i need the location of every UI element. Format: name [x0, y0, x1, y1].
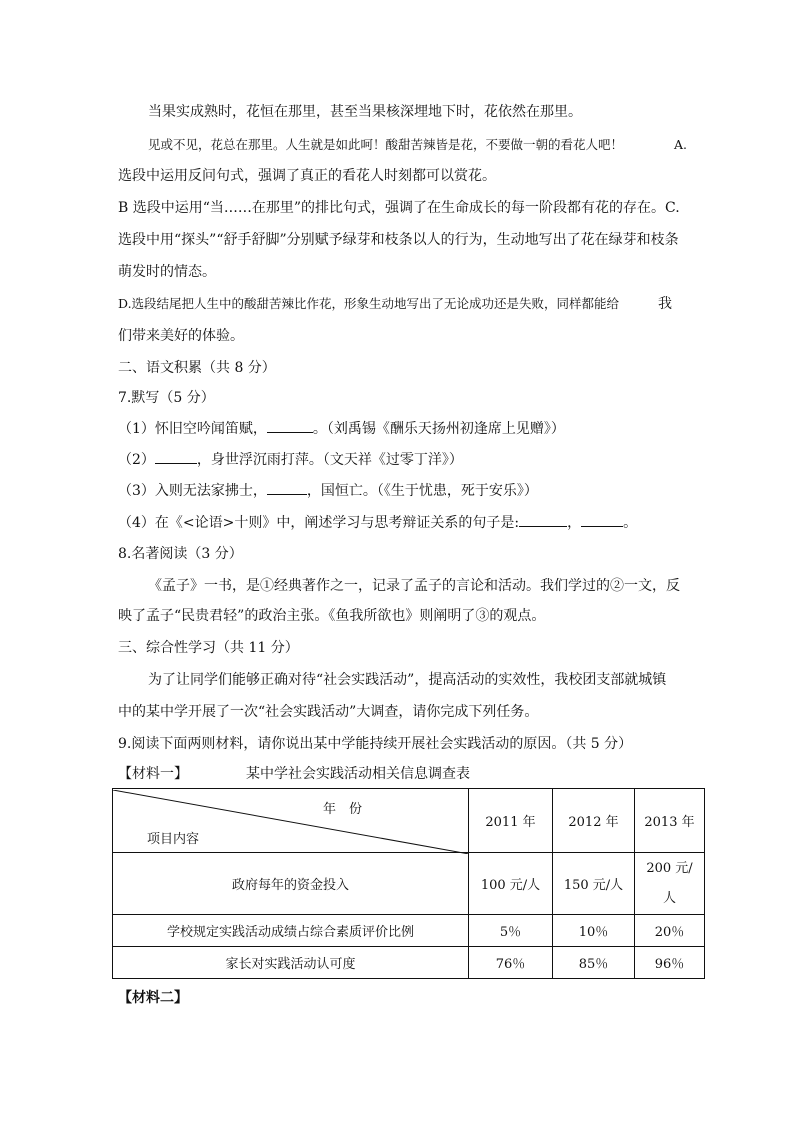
section-heading: 三、综合性学习（共 11 分） [118, 640, 299, 656]
table-cell: 85％ [553, 947, 635, 979]
material-2-label: 【材料二】 [118, 990, 188, 1006]
intro-text: 中的某中学开展了一次“社会实践活动”大调查，请你完成下列任务。 [118, 704, 539, 720]
table-row [113, 853, 705, 915]
table-cell: 100 元/人 [469, 853, 553, 915]
row-label: 学校规定实践活动成绩占综合素质评价比例 [113, 915, 469, 947]
question-8-text: 《孟子》一书，是①经典著作之一，记录了孟子的言论和活动。我们学过的②一文，反 [148, 578, 680, 594]
question-7-3: （3）入则无法家拂士， ，国恒亡。（《生于忧患，死于安乐》） [118, 480, 538, 501]
table-cell: 5％ [469, 915, 553, 947]
option-a-text: 选段中运用反问句式，强调了真正的看花人时刻都可以赏花。 [118, 168, 496, 184]
year-header: 2011 年 [469, 789, 553, 853]
survey-table [112, 788, 705, 979]
question-8-text: 映了孟子“民贵君轻”的政治主张。《鱼我所欲也》则阐明了③的观点。 [118, 608, 546, 624]
table-header-row [113, 789, 705, 853]
option-d-text: 们带来美好的体验。 [118, 328, 244, 344]
answer-blank[interactable] [519, 512, 567, 527]
year-header: 2012 年 [553, 789, 635, 853]
table-cell: 200 元/人 [635, 853, 705, 915]
material-1-label: 【材料一】 [118, 766, 188, 782]
option-c-text: 萌发时的情态。 [118, 264, 216, 280]
table-caption: 某中学社会实践活动相关信息调查表 [246, 766, 470, 782]
table-row [113, 915, 705, 947]
answer-blank[interactable] [155, 449, 197, 464]
section-heading: 二、语文积累（共 8 分） [118, 360, 276, 376]
question-7-2: （2） ，身世浮沉雨打萍。（文天祥《过零丁洋》） [118, 449, 463, 470]
passage-line: 见或不见，花总在那里。人生就是如此呵！酸甜苦辣皆是花，不要做一朝的看花人吧！ [148, 137, 624, 152]
question-7-4: （4）在《<论语>十则》中，阐述学习与思考辩证关系的句子是: ， 。 [118, 512, 637, 533]
question-7-1: （1）怀旧空吟闻笛赋， 。（刘禹锡《酬乐天扬州初逢席上见赠》） [118, 418, 565, 439]
table-cell: 96％ [635, 947, 705, 979]
header-item-label: 项目内容 [147, 831, 200, 847]
table-cell: 76％ [469, 947, 553, 979]
table-cell: 150 元/人 [553, 853, 635, 915]
answer-blank[interactable] [267, 418, 313, 433]
question-8-title: 8.名著阅读（3 分） [118, 546, 243, 562]
answer-blank[interactable] [581, 512, 623, 527]
year-header: 2013 年 [635, 789, 705, 853]
table-cell: 20％ [635, 915, 705, 947]
answer-blank[interactable] [267, 480, 307, 495]
option-b-text: B 选段中运用“当……在那里”的排比句式，强调了在生命成长的每一阶段都有花的存在。C. [118, 200, 680, 216]
question-7-title: 7.默写（5 分） [118, 390, 215, 406]
row-label: 家长对实践活动认可度 [113, 947, 469, 979]
row-label: 政府每年的资金投入 [113, 853, 469, 915]
option-a-label: A. [674, 137, 688, 152]
table-row [113, 947, 705, 979]
option-d-text: D.选段结尾把人生中的酸甜苦辣比作花，形象生动地写出了无论成功还是失败，同样都能给 [118, 296, 620, 311]
header-year-label: 年 份 [323, 801, 363, 817]
intro-text: 为了让同学们能够正确对待“社会实践活动”，提高活动的实效性，我校团支部就城镇 [148, 672, 667, 688]
option-d-text: 我 [658, 296, 672, 312]
question-9: 9.阅读下面两则材料，请你说出某中学能持续开展社会实践活动的原因。（共 5 分） [118, 736, 633, 752]
passage-line: 当果实成熟时，花恒在那里，甚至当果核深埋地下时，花依然在那里。 [148, 104, 582, 120]
diagonal-header-cell [113, 789, 469, 853]
table-cell: 10％ [553, 915, 635, 947]
option-c-text: 选段中用“探头”“舒手舒脚”分别赋予绿芽和枝条以人的行为，生动地写出了花在绿芽和枝条 [118, 232, 679, 248]
